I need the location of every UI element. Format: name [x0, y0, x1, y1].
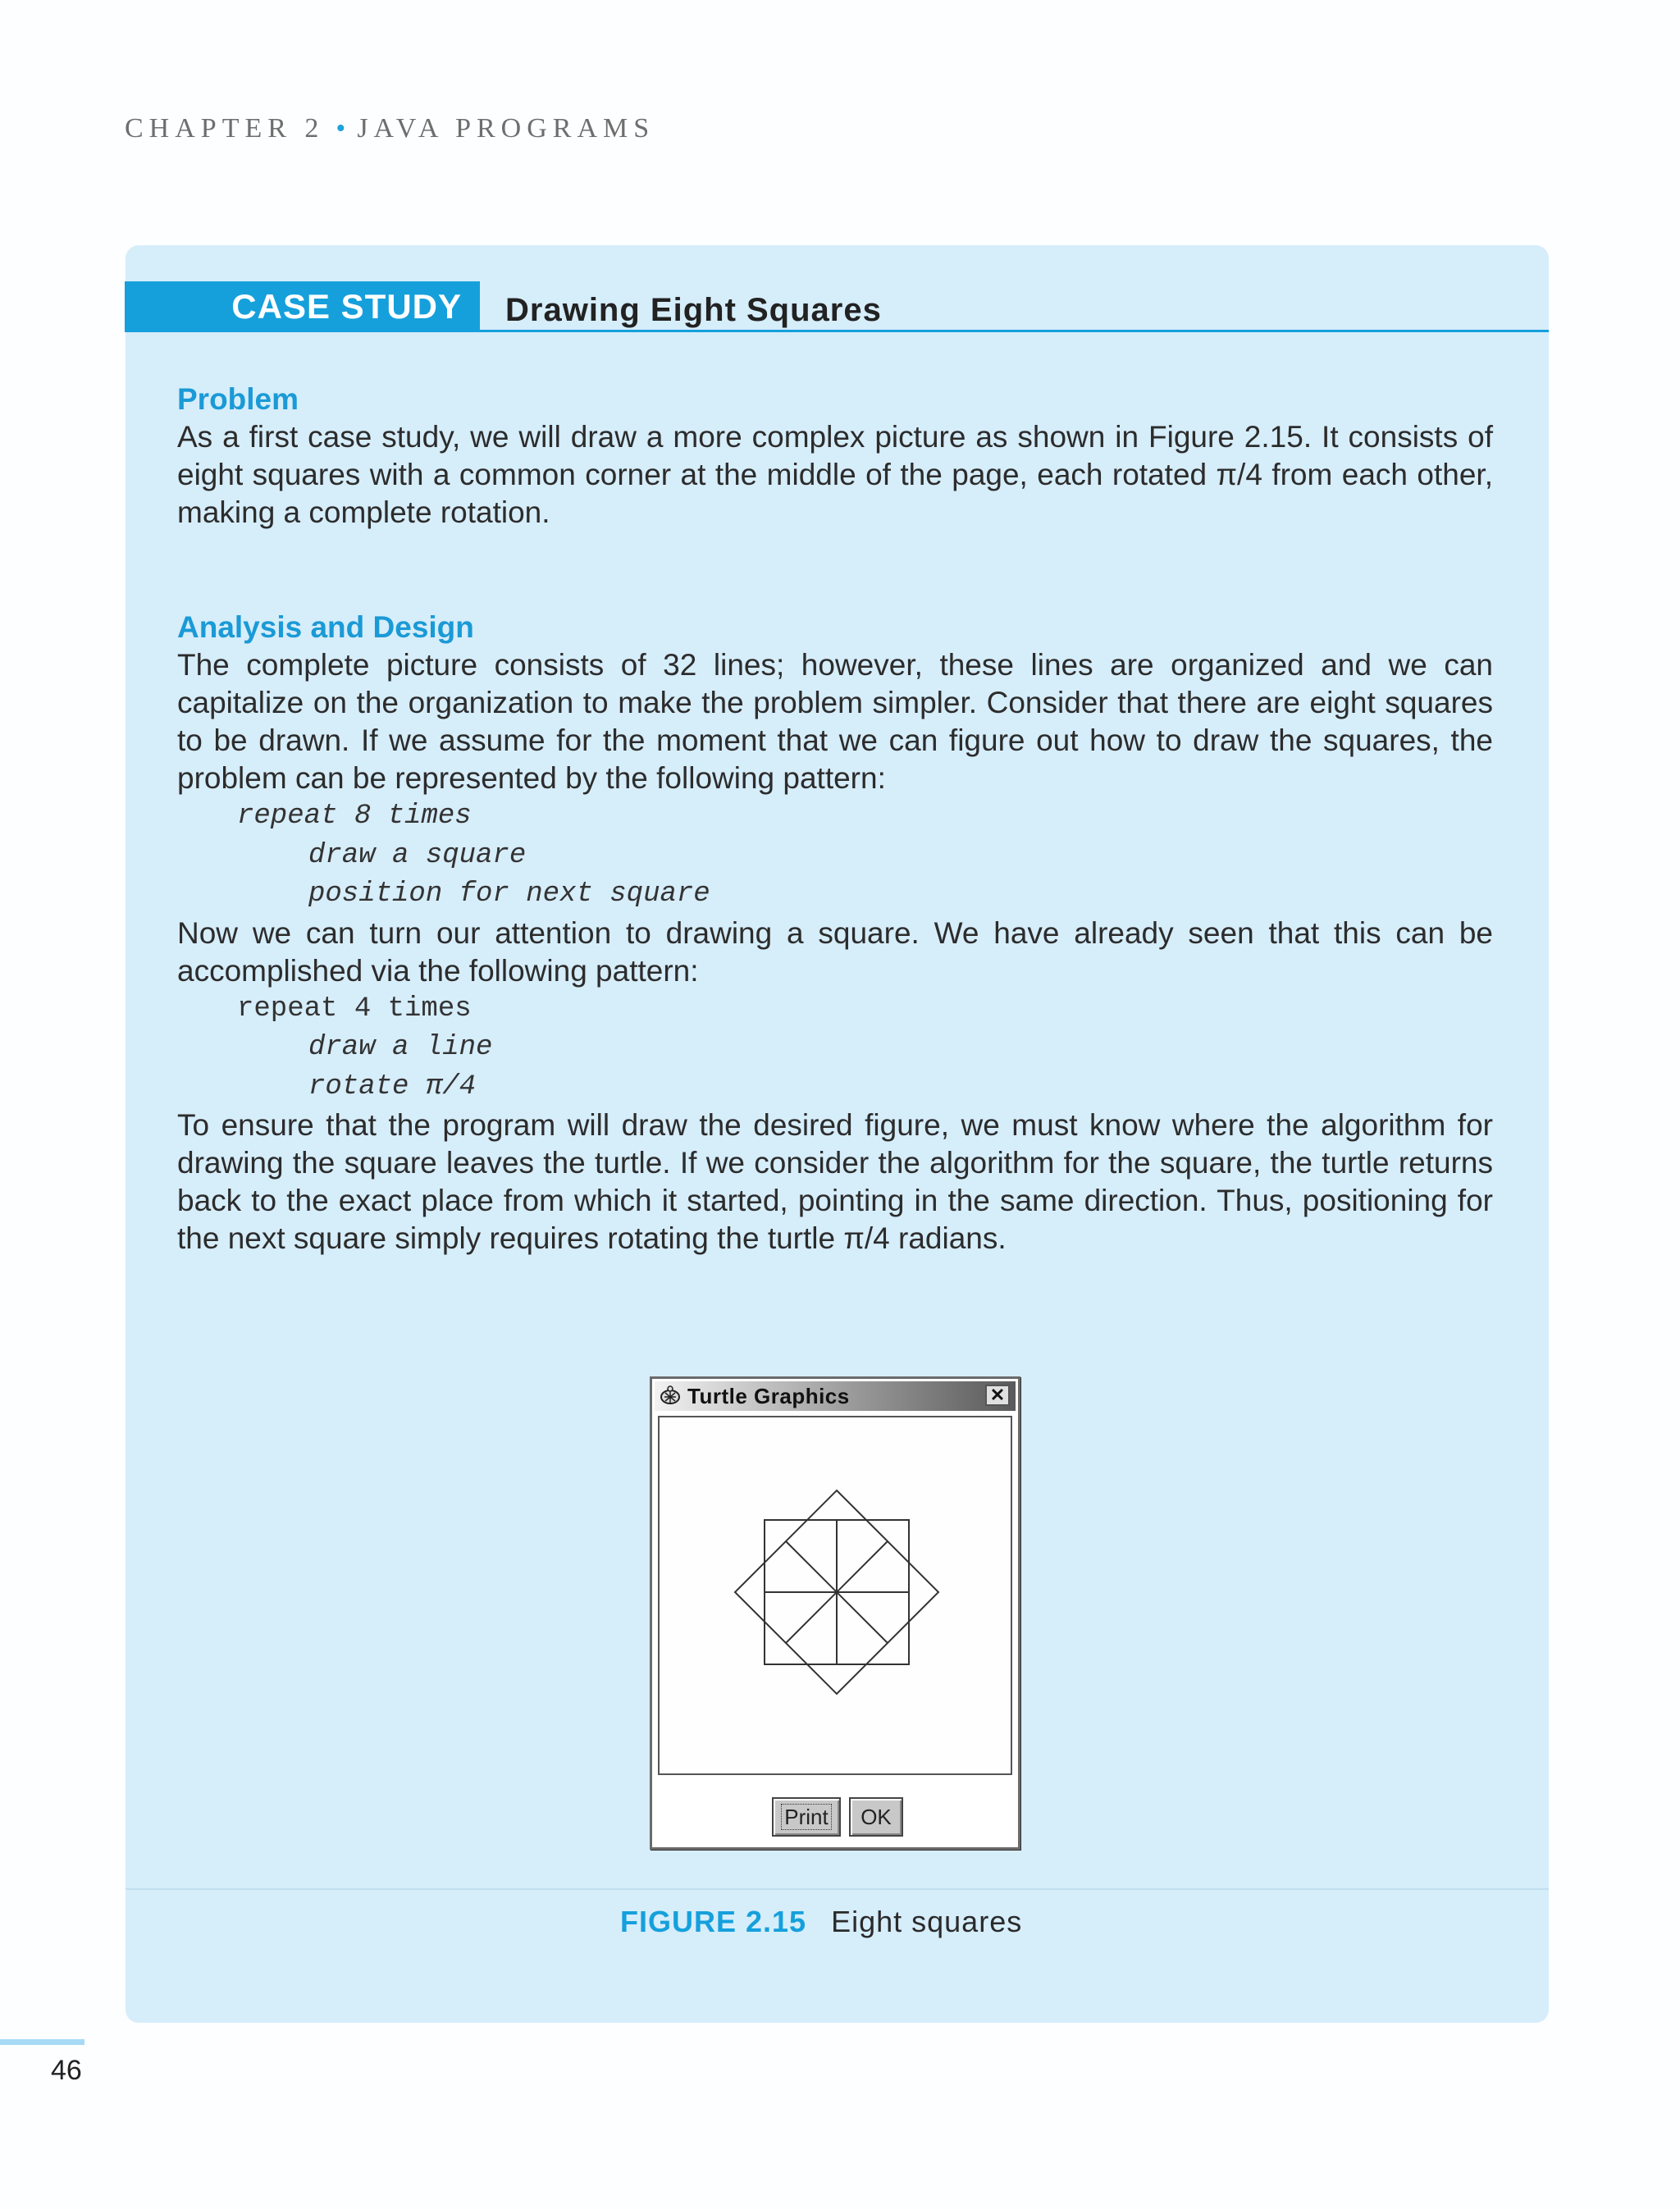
pattern1-line-2: draw a square [308, 839, 527, 871]
chapter-title: JAVA PROGRAMS [357, 113, 655, 144]
figure-caption-text: Eight squares [831, 1905, 1023, 1938]
problem-heading: Problem [177, 382, 299, 416]
title-rule [480, 330, 1549, 332]
chapter-label: CHAPTER 2 [125, 113, 325, 144]
pattern2-line-2: draw a line [308, 1032, 493, 1063]
window-title: Turtle Graphics [687, 1383, 850, 1408]
close-icon: ✕ [989, 1385, 1006, 1405]
turtle-canvas [658, 1416, 1012, 1775]
pattern2-line-3: rotate π/4 [308, 1070, 477, 1102]
case-study-tab: CASE STUDY [125, 281, 480, 332]
turtle-app-icon [658, 1385, 682, 1408]
analysis-text-2: Now we can turn our attention to drawing a square. We have already seen that this can be accomplished via the following pattern: [177, 915, 1493, 988]
eight-squares-drawing [660, 1417, 1011, 1773]
analysis-section [177, 609, 1493, 1257]
pattern2-line-1: repeat 4 times [237, 993, 472, 1025]
analysis-text-3: To ensure that the program will draw the desired figure, we must know where the algorithm for drawing the square leaves the turtle. If we consider the algorithm for the square, the turtle returns back to the exact place from which it started, pointing in the same direction. Thus, positioning for the next square simply requires rotating the turtle π/4 radians. [177, 1108, 1493, 1255]
bullet-separator: • [336, 113, 346, 144]
page-number: 46 [51, 2055, 82, 2086]
turtle-graphics-window [650, 1376, 1020, 1850]
print-label: Print [781, 1804, 831, 1830]
figure-label: FIGURE 2.15 [620, 1905, 807, 1938]
pattern1-line-3: position for next square [308, 879, 710, 910]
figure-rule [126, 1888, 1549, 1890]
figure-caption [620, 1905, 1022, 1939]
problem-text: As a first case study, we will draw a more complex picture as shown in Figure 2.15. It consists of eight squares with a common corner at the middle of the page, each rotated π/4 from each other, making a complete rotation. [177, 420, 1493, 529]
print-button[interactable] [772, 1797, 841, 1837]
ok-button[interactable]: OK [849, 1797, 903, 1837]
problem-section [177, 381, 1493, 532]
close-button[interactable] [985, 1385, 1010, 1406]
case-study-title: Drawing Eight Squares [505, 292, 882, 328]
window-title-bar[interactable] [655, 1381, 1016, 1411]
analysis-text-1: The complete picture consists of 32 lines; however, these lines are organized and we can capitalize on the organization to make the problem simpler. Consider that there are eight squares to be drawn. If we assume for the moment that we can figure out how to draw the squares, the problem can be represented by the following pattern: [177, 648, 1493, 795]
analysis-heading: Analysis and Design [177, 610, 474, 644]
pattern1-line-1: repeat 8 times [237, 801, 472, 832]
running-head [125, 113, 655, 144]
page-number-bar [0, 2039, 84, 2045]
